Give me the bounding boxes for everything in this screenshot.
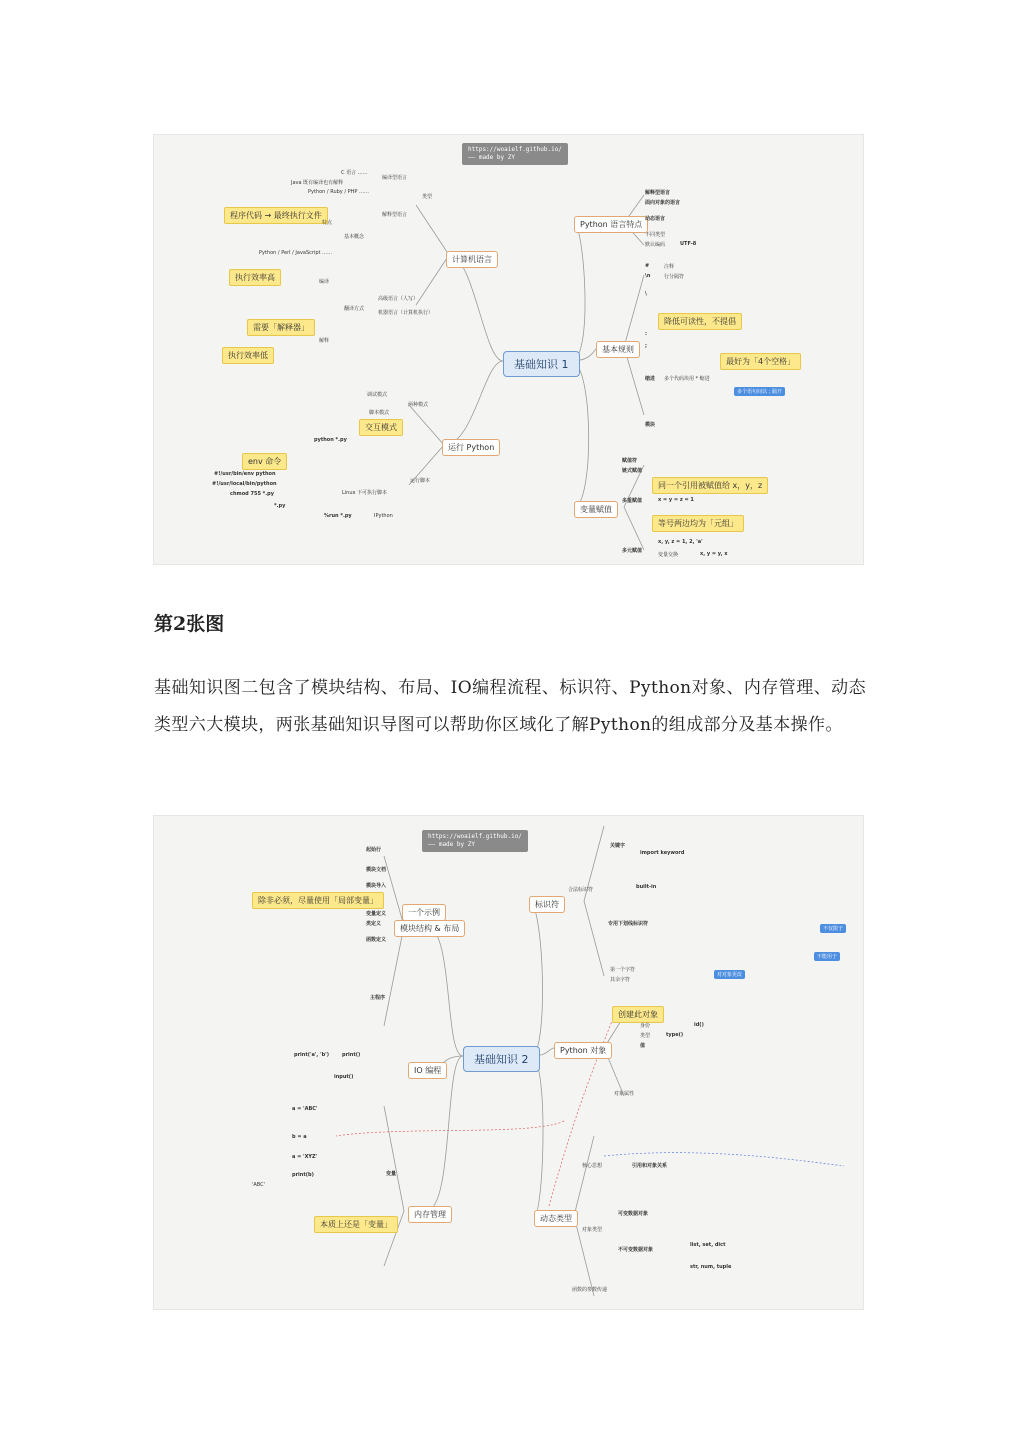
leaf-obj-props: 对象属性 [614,1091,635,1097]
leaf-translate: 翻译方式 [344,306,365,312]
leaf-core: 核心思想 [582,1163,603,1169]
highlight-need-translate: 需要「解释器」 [247,319,315,336]
watermark-url: https://woaielf.github.io/ [428,833,522,840]
leaf-var-def: 变量定义 [366,911,387,917]
leaf-ipython: IPython [374,513,393,519]
leaf-unicode: 不同类型 [645,232,666,238]
leaf-xyz: x = y = z = 1 [658,497,694,503]
branch-variable-assignment: 变量赋值 [574,501,618,518]
leaf-swap: x, y = y, x [700,551,728,557]
section-paragraph: 基础知识图二包含了模块结构、布局、IO编程流程、标识符、Python对象、内存管理、动态类型六大模块，两张基础知识导图可以帮助你区域化了解Python的组成部分及基本操作。 [154,678,866,735]
leaf-c-lang: C 语言 …… [341,170,368,176]
branch-run-python: 运行 Python [442,439,500,456]
leaf-python-py: python *.py [314,437,347,443]
leaf-identity: 身份 [640,1023,651,1029]
branch-python-features: Python 语言特点 [574,216,648,233]
leaf-main-prog: 主程序 [370,995,386,1001]
leaf-type-fn: type() [666,1032,684,1038]
leaf-script-mode: 脚本模式 [369,410,390,416]
watermark-author: —— made by ZY [468,154,515,162]
highlight-same-ref: 同一个引用被赋值给 x，y，z [652,477,768,494]
leaf-var-swap: 变量交换 [658,552,679,558]
section-heading: 第2张图 [154,613,225,635]
leaf-type: 类型 [422,194,433,200]
branch-module-layout: 模块结构 & 布局 [394,920,465,937]
branch-computer-language: 计算机语言 [446,251,498,268]
branch-dynamic: 动态类型 [534,1210,578,1227]
highlight-exec-efficiency: 执行效率高 [229,269,281,286]
leaf-linux: Linux 下可执行脚本 [342,490,388,496]
highlight-program-code: 程序代码 → 最终执行文件 [224,207,328,224]
leaf-immutable-types: str, num, tuple [690,1264,732,1270]
leaf-star-py: *.py [274,503,286,509]
highlight-four-spaces: 最好为「4个空格」 [720,353,801,370]
leaf-first-char: 第一个字符 [610,967,636,973]
branch-basic-rules: 基本规则 [596,341,640,358]
leaf-usr-local: #!/usr/local/bin/python [212,481,277,487]
leaf-abc: 'ABC' [252,1182,266,1188]
tag-blue-2: 不能用于 [814,952,840,961]
leaf-compile: 编译 [319,279,330,285]
branch-io: IO 编程 [408,1062,447,1079]
leaf-print-fn: print() [342,1052,361,1058]
leaf-multi-assign: 多重赋值 [622,498,643,504]
leaf-other-chars: 其余字符 [610,977,631,983]
leaf-utf8: UTF-8 [680,241,697,247]
leaf-legal-id: 合法标识符 [568,887,594,893]
leaf-class-def: 类定义 [366,921,382,927]
leaf-func-pass: 函数的参数传递 [572,1287,608,1293]
leaf-mutable-types: list, set, dict [690,1242,726,1248]
leaf-basic-concept: 基本概念 [344,234,365,240]
leaf-python-perl: Python / Perl / JavaScript …… [259,250,333,256]
leaf-keywords: 关键字 [610,843,626,849]
leaf-mutable: 可变数据对象 [618,1211,649,1217]
leaf-multi-var: 多元赋值 [622,548,643,554]
leaf-ide-mode: 调试模式 [367,392,388,398]
leaf-machine: 机器语言（计算机执行） [378,310,434,316]
leaf-chmod: chmod 755 *.py [230,491,275,497]
leaf-b-a: b = a [292,1134,307,1140]
watermark-url: https://woaielf.github.io/ [468,146,562,153]
leaf-input-fn: input() [334,1074,354,1080]
leaf-dynamic-typed: 动态语言 [645,216,666,222]
highlight-tuple-both: 等号两边均为「元组」 [652,515,744,532]
branch-example: 一个示例 [402,904,446,921]
leaf-dynamic-lang: 面向对象的语言 [645,200,681,206]
leaf-chain-assign: 链式赋值 [622,468,643,474]
highlight-avoid-global: 除非必须，尽量使用「局部变量」 [252,892,384,909]
leaf-backslash: \ [645,291,647,297]
leaf-interpreted: 解释型语言 [382,212,408,218]
leaf-assign-eq: 赋值符 [622,458,638,464]
leaf-java: Java 既有编译也有解释 [291,180,344,186]
leaf-ref-count: 引用和对象关系 [632,1163,668,1169]
highlight-env-cmd: env 命令 [242,453,287,470]
highlight-interactive: 交互模式 [359,419,403,436]
leaf-start-line: 起始行 [366,847,382,853]
leaf-print-ab: print('a', 'b') [294,1052,329,1058]
leaf-usr-bin: #!/usr/bin/env python [214,471,276,477]
leaf-builtin: built-in [636,884,657,890]
branch-identifier: 标识符 [529,896,565,913]
leaf-comment: 注释 [664,264,675,270]
highlight-create-obj: 创建此对象 [612,1006,664,1023]
leaf-scripts: Python / Ruby / PHP …… [308,189,369,195]
mindmap-image-1 [153,134,864,565]
mindmap-image-2 [153,815,864,1310]
leaf-run-script: 运行脚本 [410,478,431,484]
leaf-type-k: 类型 [640,1033,651,1039]
tag-purple: 对对象更改 [714,970,745,979]
watermark [422,830,528,852]
leaf-print-b: print(b) [292,1172,314,1178]
leaf-special: 专用下划线标识符 [608,921,649,927]
branch-py-object: Python 对象 [554,1042,612,1059]
leaf-newline: \n [645,273,651,279]
leaf-import-kw: import keyword [640,850,685,856]
leaf-feature: 特点 [322,220,333,226]
leaf-interpret: 解释 [319,338,330,344]
leaf-immutable: 不可变数据对象 [618,1247,654,1253]
leaf-interp-lang: 解释型语言 [645,190,671,196]
leaf-obj-type: 对象类型 [582,1227,603,1233]
leaf-func-def: 函数定义 [366,937,387,943]
leaf-variable: 变量 [386,1171,397,1177]
highlight-readability: 降低可读性，不提倡 [658,313,742,330]
leaf-hash: # [645,263,650,269]
watermark-author: —— made by ZY [428,841,475,849]
leaf-indent: 缩进 [645,376,656,382]
central-topic: 基础知识 1 [503,351,580,377]
leaf-run-py: %run *.py [324,513,352,519]
leaf-high-level: 高级语言（人写） [378,296,419,302]
leaf-semicolon: ; [645,343,647,349]
leaf-line-break: 行分隔符 [664,274,685,280]
leaf-a-abc: a = 'ABC' [292,1106,318,1112]
leaf-best-practice: 多个代码块用 * 缩进 [664,376,710,382]
leaf-id-fn: id() [694,1022,704,1028]
leaf-value: 值 [640,1043,646,1049]
leaf-module-import: 模块导入 [366,883,387,889]
leaf-compiled: 编译型语言 [382,175,408,181]
tag-blue-1: 不仅限于 [820,924,846,933]
leaf-a-xyz: a = 'XYZ' [292,1154,318,1160]
leaf-tuple-assign: x, y, z = 1, 2, 'a' [658,539,703,545]
highlight-exec-slow: 执行效率低 [222,347,274,364]
branch-memory: 内存管理 [408,1206,452,1223]
leaf-colon: : [645,331,647,337]
leaf-default-enc: 默认编码 [645,242,666,248]
leaf-two-modes: 两种模式 [408,402,429,408]
leaf-module-doc: 模块文档 [366,867,387,873]
leaf-module: 模块 [645,422,656,428]
tag-blue-note: 多个语句间以 ; 隔开 [734,387,785,396]
central-topic: 基础知识 2 [463,1046,540,1072]
highlight-is-variable: 本质上还是「变量」 [314,1216,398,1233]
watermark [462,143,568,165]
